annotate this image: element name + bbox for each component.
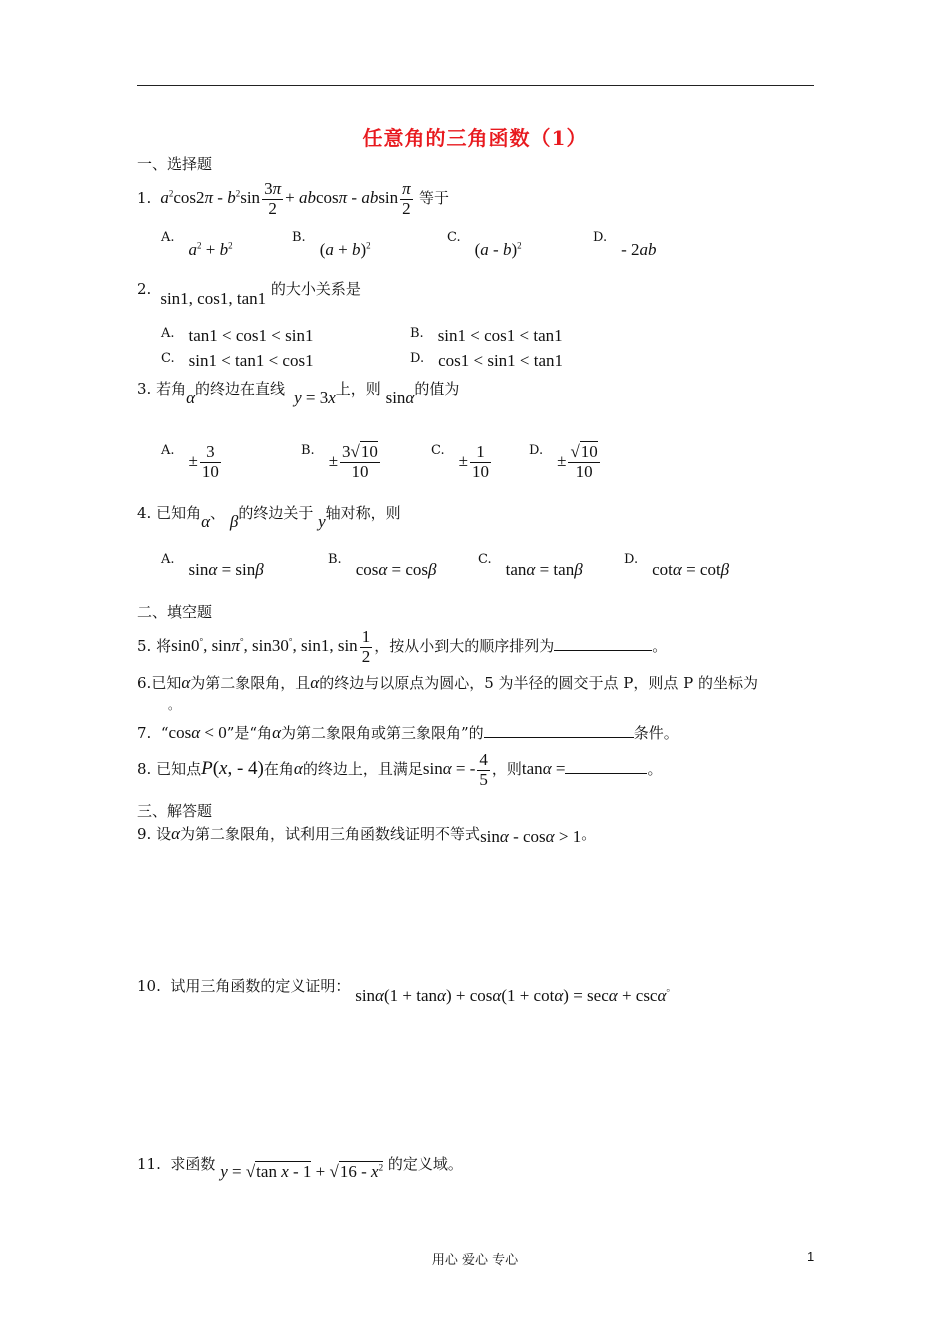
question-1	[137, 180, 449, 218]
q2-option-c: C. sin1 < tan1 < cos1	[161, 351, 314, 370]
q2-option-a: A. tan1 < cos1 < sin1	[161, 326, 314, 345]
q1-tail: 等于	[418, 189, 449, 208]
question-number: 1.	[137, 189, 152, 208]
q3-option-c: C.± $\frac{1}{10}$	[431, 442, 489, 481]
q1-option-c: C.(a - b)$^2$	[447, 230, 522, 259]
q6-end: 。	[168, 698, 181, 712]
footer-text: 用心 爱心 专心	[431, 1253, 519, 1268]
question-number: 2.	[137, 280, 152, 298]
q4-option-c: C.tanα = tanβ	[478, 552, 583, 579]
q1-option-d: D.- 2ab	[593, 230, 657, 259]
question-3: 3. 若角α的终边在直线 y = 3x上，则 sinα的值为	[137, 380, 460, 407]
page-title: 任意角的三角函数（1）	[362, 126, 588, 150]
question-10: 10. 试用三角函数的定义证明： sinα(1 + tanα) + cosα(1 + cotα) = secα + cscα。	[137, 977, 677, 1005]
q3-option-a: A.± $\frac{3}{10}$	[161, 442, 219, 481]
question-2: 2. sin1, cos1, tan1 的大小关系是	[137, 280, 361, 308]
q3-option-d: D.± $\frac{√10}{10}$	[529, 442, 598, 481]
q1-option-a: $A.a^2 + b^2$	[161, 230, 233, 259]
header-rule	[137, 85, 814, 86]
page-number: 1	[807, 1249, 815, 1264]
question-7: 7. “cosα < 0”是“角α为第二象限角或第三象限角”的 条件。	[137, 723, 679, 742]
q2-option-b: B. sin1 < cos1 < tan1	[410, 326, 563, 345]
q2-option-d: D. cos1 < sin1 < tan1	[410, 351, 564, 370]
question-11: 11. 求函数 y = √tan $x - 1 + √16 - x^2$ 的定义域。	[137, 1155, 463, 1181]
q1-option-b: $B.(a + b)^2$	[292, 230, 371, 259]
section-heading-choice: 一、选择题	[137, 155, 213, 173]
question-5: 5. 将sin0°, sinπ°, sin30°, sin1, sin $\frac{1}{2}$ ，按从小到大的顺序排列为 。	[137, 627, 668, 666]
question-9: 9. 设α为第二象限角，试利用三角函数线证明不等式sinα - cosα > 1。	[137, 824, 597, 846]
question-6: 6.已知α为第二象限角，且α的终边与以原点为圆心，5 为半径的圆交于点 P，则点 P 的坐标为	[137, 673, 759, 692]
question-4: 4. 已知角α、 β的终边关于 y轴对称，则	[137, 504, 401, 531]
q4-option-b: B.cosα = cosβ	[328, 552, 437, 579]
section-heading-solve: 三、解答题	[137, 802, 213, 820]
q3-option-b: B.± $\frac{3√10}{10}$	[301, 442, 378, 481]
q4-option-d: D.cotα = cotβ	[624, 552, 730, 579]
q1-expression: $a^2\cos 2\pi - b^2\sin$ $\frac{3\pi}{2}$ + abcosπ - absin $\frac{\pi}{2}$	[160, 179, 411, 218]
question-8: 8. 已知点P(x, - 4)在角α的终边上，且满足sinα = - $\frac{4}{5}$ ，则tanα = 。	[137, 750, 663, 789]
q4-option-a: A.sinα = sinβ	[161, 552, 264, 579]
section-heading-fill: 二、填空题	[137, 603, 213, 621]
